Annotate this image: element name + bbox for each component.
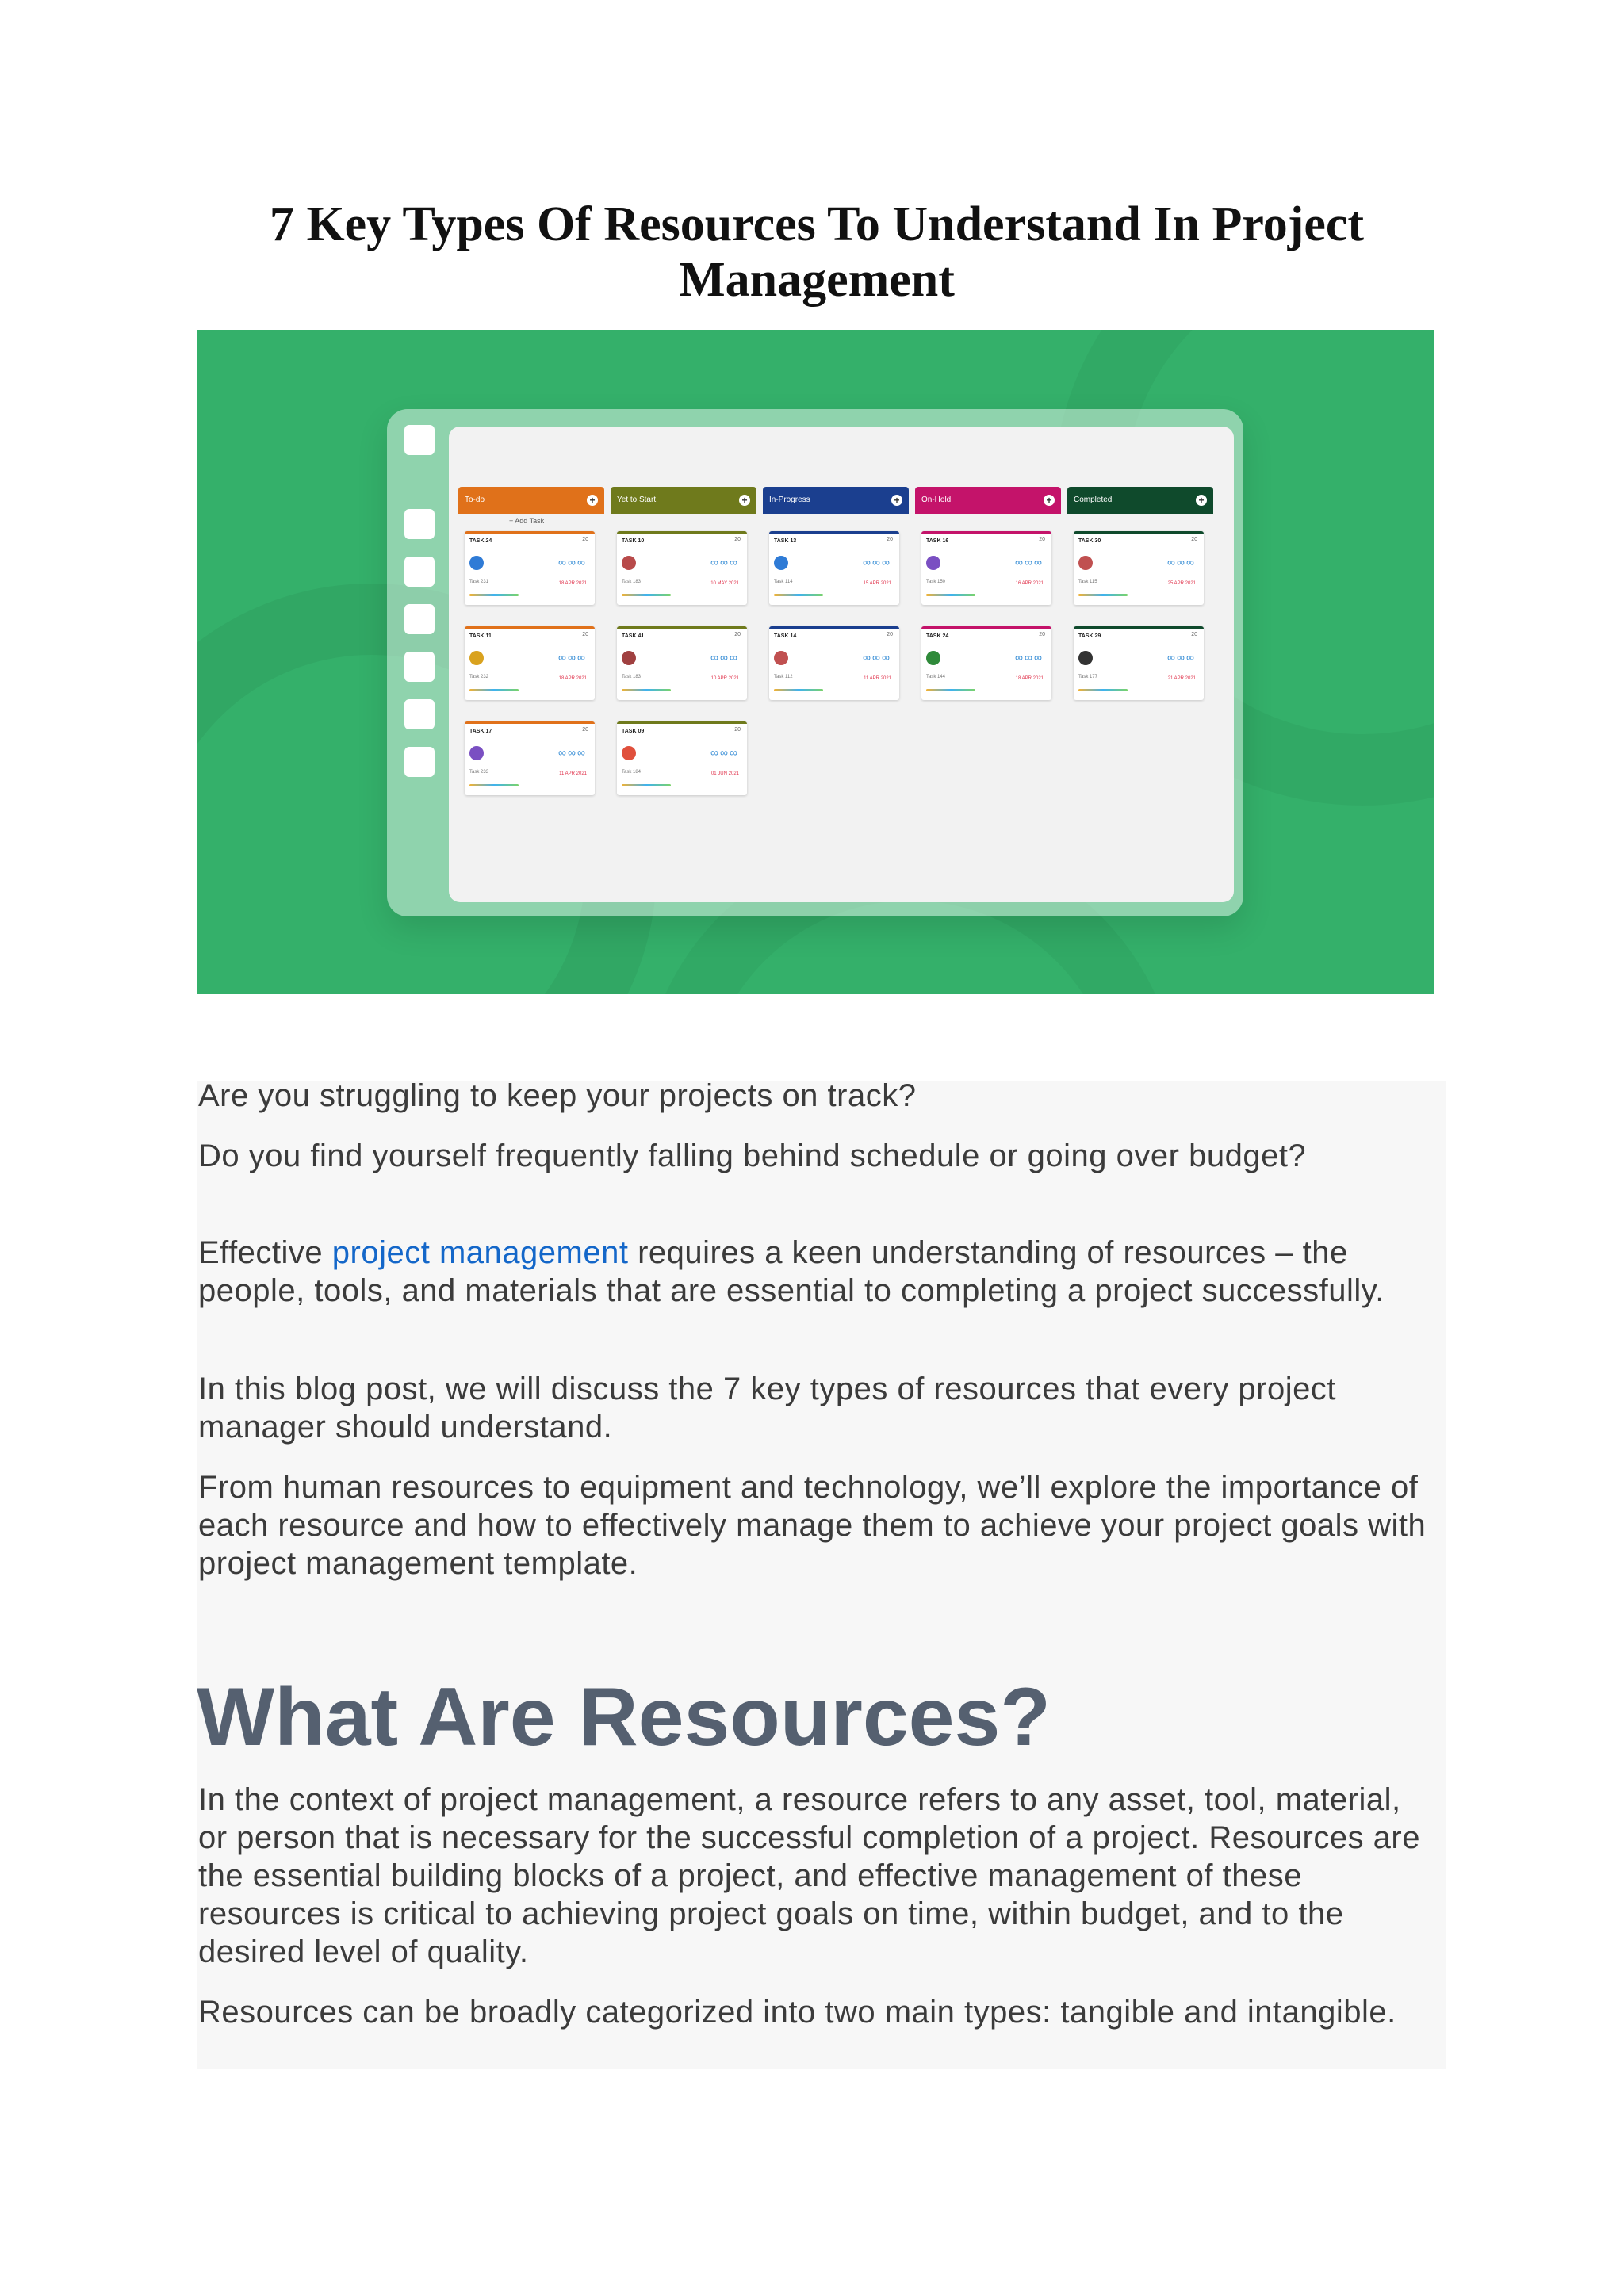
sidebar-icon: [404, 604, 435, 634]
task-card: [1074, 531, 1204, 605]
link-icons: ∞∞∞: [558, 651, 587, 664]
task-count: 20: [1191, 632, 1197, 637]
progress-bar: [622, 689, 671, 691]
link-icons: ∞∞∞: [1167, 556, 1196, 568]
task-count: 20: [582, 632, 588, 637]
kanban-column-label: In-Progress: [769, 496, 810, 504]
add-icon: +: [739, 495, 750, 506]
kanban-column-header: [915, 487, 1061, 514]
progress-bar: [469, 784, 519, 786]
sidebar-icon: [404, 699, 435, 729]
task-name: TASK 11: [469, 633, 492, 639]
task-count: 20: [1039, 632, 1045, 637]
link-icons: ∞∞∞: [1015, 651, 1044, 664]
article-title: 7 Key Types Of Resources To Understand In Project Management: [269, 197, 1365, 307]
add-icon: +: [891, 495, 902, 506]
task-meta: Task 183: [622, 580, 642, 584]
task-count: 20: [887, 632, 893, 637]
task-count: 20: [582, 727, 588, 733]
task-card: [465, 531, 595, 605]
task-date: 25 APR 2021: [1167, 581, 1196, 586]
sidebar-icon: [404, 652, 435, 682]
intro-paragraph: In this blog post, we will discuss the 7 key types of resources that every project manager should understand.: [198, 1372, 1336, 1445]
avatar: [1078, 556, 1093, 570]
add-task-label: + Add Task: [509, 517, 545, 525]
task-meta: Task 232: [469, 675, 489, 679]
progress-bar: [1078, 594, 1128, 596]
task-date: 16 APR 2021: [1015, 581, 1044, 586]
task-name: TASK 24: [926, 633, 949, 639]
task-count: 20: [734, 727, 741, 733]
task-meta: Task 112: [774, 675, 793, 679]
sidebar-icon: [404, 425, 435, 455]
intro-paragraph: Effective project management requires a keen understanding of resources – the people, tools, and materials that are essential to completing a project successfully.: [198, 1235, 1385, 1308]
progress-bar: [774, 594, 823, 596]
avatar: [469, 556, 484, 570]
avatar: [1078, 651, 1093, 665]
task-name: TASK 09: [622, 729, 645, 734]
kanban-column-header: [1067, 487, 1213, 514]
kanban-column-header: [458, 487, 604, 514]
task-name: TASK 13: [774, 538, 797, 544]
task-name: TASK 10: [622, 538, 645, 544]
task-meta: Task 177: [1078, 675, 1098, 679]
task-card: [465, 721, 595, 795]
task-name: TASK 29: [1078, 633, 1101, 639]
task-date: 10 APR 2021: [710, 676, 739, 681]
link-icons: ∞∞∞: [710, 651, 739, 664]
task-name: TASK 16: [926, 538, 949, 544]
link-icons: ∞∞∞: [1015, 556, 1044, 568]
progress-bar: [622, 594, 671, 596]
avatar: [774, 651, 788, 665]
task-count: 20: [1191, 537, 1197, 542]
task-meta: Task 144: [926, 675, 946, 679]
link-icons: ∞∞∞: [1167, 651, 1196, 664]
task-meta: Task 231: [469, 580, 489, 584]
avatar: [622, 651, 636, 665]
task-meta: Task 183: [622, 675, 642, 679]
kanban-column: [1067, 487, 1213, 681]
link-icons: ∞∞∞: [710, 556, 739, 568]
task-name: TASK 24: [469, 538, 492, 544]
task-meta: Task 150: [926, 580, 946, 584]
task-meta: Task 233: [469, 770, 489, 775]
link-icons: ∞∞∞: [710, 746, 739, 759]
kanban-column-header: [763, 487, 909, 514]
link-icons: ∞∞∞: [558, 746, 587, 759]
task-name: TASK 30: [1078, 538, 1101, 544]
task-card: [465, 626, 595, 700]
link-icons: ∞∞∞: [558, 556, 587, 568]
link-icons: ∞∞∞: [863, 651, 891, 664]
intro-paragraph: Are you struggling to keep your projects on track?: [198, 1078, 917, 1113]
task-date: 11 APR 2021: [864, 676, 891, 681]
kanban-column: [915, 487, 1061, 681]
task-card: [921, 531, 1051, 605]
task-date: 10 MAY 2021: [710, 581, 739, 586]
kanban-column: [458, 487, 604, 776]
task-date: 18 APR 2021: [558, 581, 587, 586]
task-count: 20: [734, 632, 741, 637]
progress-bar: [469, 689, 519, 691]
kanban-column-header: [611, 487, 756, 514]
add-icon: +: [1196, 495, 1207, 506]
progress-bar: [1078, 689, 1128, 691]
task-card: [921, 626, 1051, 700]
task-count: 20: [887, 537, 893, 542]
avatar: [469, 746, 484, 760]
task-date: 18 APR 2021: [1015, 676, 1044, 681]
kanban-board: [449, 427, 1234, 902]
progress-bar: [469, 594, 519, 596]
task-meta: Task 115: [1078, 580, 1097, 584]
task-card: [1074, 626, 1204, 700]
kanban-column-label: Yet to Start: [617, 496, 657, 504]
task-card: [769, 531, 899, 605]
task-count: 20: [1039, 537, 1045, 542]
progress-bar: [926, 689, 975, 691]
avatar: [469, 651, 484, 665]
task-name: TASK 14: [774, 633, 797, 639]
intro-paragraph: From human resources to equipment and technology, we’ll explore the importance of each resource and how to effectively manage them to achieve your project goals with project management template.: [198, 1470, 1427, 1581]
task-meta: Task 184: [622, 770, 642, 775]
avatar: [926, 651, 940, 665]
task-date: 15 APR 2021: [863, 581, 891, 586]
task-meta: Task 114: [774, 580, 793, 584]
add-icon: +: [1044, 495, 1055, 506]
task-date: 21 APR 2021: [1167, 676, 1196, 681]
kanban-column: [611, 487, 756, 776]
body-paragraph: In the context of project management, a resource refers to any asset, tool, material, or person that is necessary for the successful completion of a project. Resources are the essential building blocks of a project, and effective management of these resources is critical to achieving project goals on time, within budget, and to the desired level of quality.: [198, 1782, 1420, 1969]
project-management-link[interactable]: project management: [331, 1235, 629, 1270]
app-window-illustration: [387, 409, 1243, 916]
progress-bar: [774, 689, 823, 691]
task-card: [617, 531, 747, 605]
task-date: 01 JUN 2021: [710, 771, 739, 776]
kanban-column: [763, 487, 909, 681]
section-heading: What Are Resources?: [197, 1671, 1051, 1763]
add-icon: +: [587, 495, 598, 506]
task-card: [617, 626, 747, 700]
kanban-column-label: To-do: [465, 496, 485, 504]
hero-image: [197, 330, 1434, 994]
sidebar-icon: [404, 747, 435, 777]
sidebar-icon: [404, 557, 435, 587]
task-name: TASK 41: [622, 633, 645, 639]
task-card: [617, 721, 747, 795]
task-date: 11 APR 2021: [559, 771, 587, 776]
task-card: [769, 626, 899, 700]
kanban-column-label: Completed: [1074, 496, 1113, 504]
link-icons: ∞∞∞: [863, 556, 891, 568]
body-paragraph: Resources can be broadly categorized into two main types: tangible and intangible.: [198, 1995, 1396, 2030]
task-count: 20: [734, 537, 741, 542]
task-date: 18 APR 2021: [558, 676, 587, 681]
avatar: [622, 556, 636, 570]
avatar: [774, 556, 788, 570]
avatar: [622, 746, 636, 760]
task-name: TASK 17: [469, 729, 492, 734]
task-count: 20: [582, 537, 588, 542]
progress-bar: [926, 594, 975, 596]
progress-bar: [622, 784, 671, 786]
intro-paragraph: Do you find yourself frequently falling behind schedule or going over budget?: [198, 1138, 1307, 1173]
kanban-column-label: On-Hold: [921, 496, 952, 504]
avatar: [926, 556, 940, 570]
sidebar-icon: [404, 509, 435, 539]
